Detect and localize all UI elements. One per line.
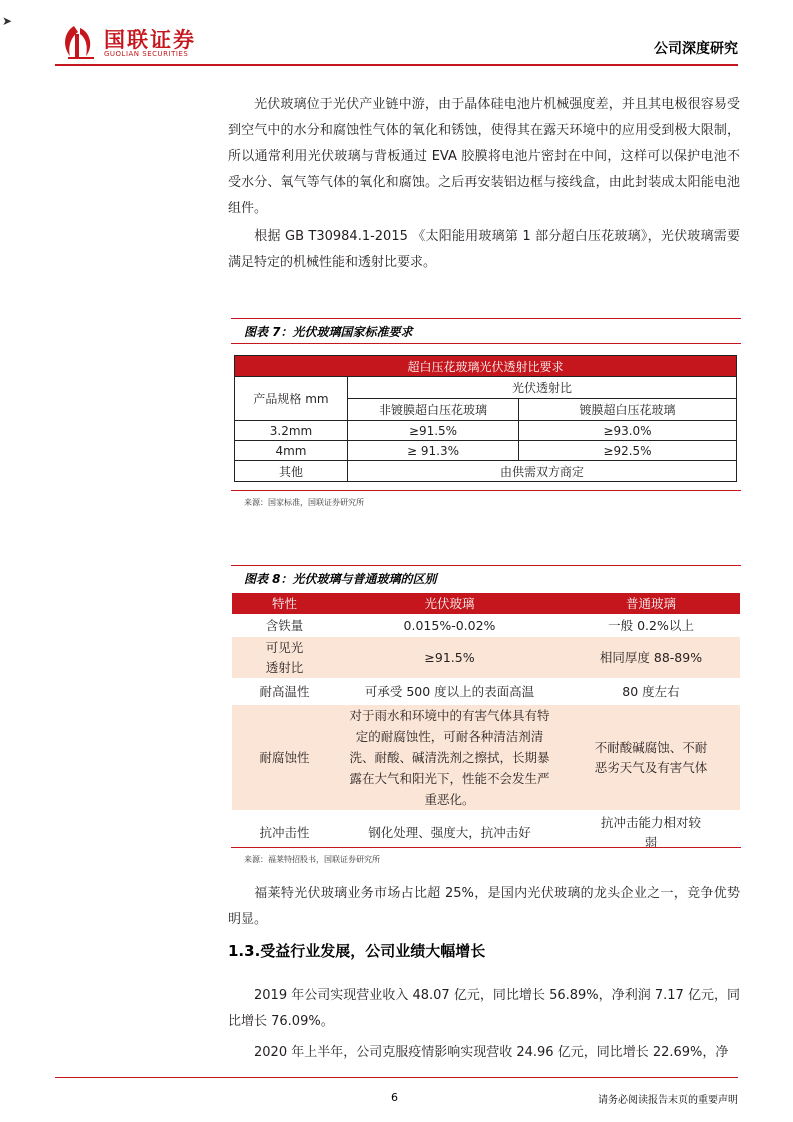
footer-divider bbox=[55, 1077, 738, 1078]
figure7-cell: ≥93.0% bbox=[519, 421, 737, 441]
figure8-table bbox=[232, 593, 740, 855]
table-row bbox=[232, 679, 740, 705]
figure8-cell: 80 度左右 bbox=[622, 683, 680, 699]
figure7-cell: 其他 bbox=[235, 461, 348, 482]
figure7-cell: ≥ 91.3% bbox=[348, 441, 519, 461]
figure7-title: 图表 7：光伏玻璃国家标准要求 bbox=[244, 325, 413, 339]
table-row bbox=[235, 441, 737, 461]
figure8-cell: 耐高温性 bbox=[259, 683, 310, 699]
logo-text-cn: 国联证券 bbox=[104, 28, 196, 52]
paragraph-standard: 根据 GB T30984.1-2015 《太阳能用玻璃第 1 部分超白压花玻璃》，光伏玻璃需要满足特定的机械性能和透射比要求。 bbox=[228, 229, 740, 270]
figure8-source: 来源：福莱特招股书，国联证券研究所 bbox=[244, 855, 380, 864]
figure7-cell: 由供需双方商定 bbox=[348, 461, 737, 482]
figure7-cell: ≥92.5% bbox=[519, 441, 737, 461]
figure8-cell: 对于雨水和环境中的有害气体具有特定的耐腐蚀性，可耐各种清洁剂清洗、耐酸、碱清洗剂之擦拭，长期暴露在大气和阳光下，性能不会发生严重恶化。 bbox=[337, 705, 562, 811]
figure8-title: 图表 8：光伏玻璃与普通玻璃的区别 bbox=[244, 572, 437, 586]
logo-text-en: GUOLIAN SECURITIES bbox=[104, 50, 189, 58]
paragraph-2019-results: 2019 年公司实现营业收入 48.07 亿元，同比增长 56.89%，净利润 7.17 亿元，同比增长 76.09%。 bbox=[228, 988, 740, 1029]
figure8-header: 特性 bbox=[232, 593, 337, 615]
figure7-bottom-rule bbox=[231, 490, 741, 491]
page-number: 6 bbox=[391, 1091, 398, 1104]
figure7-cell: ≥91.5% bbox=[348, 421, 519, 441]
figure8-cell: 可见光透射比 bbox=[232, 637, 337, 679]
figure8-cell: 相同厚度 88-89% bbox=[562, 637, 740, 679]
figure8-cell: ≥91.5% bbox=[337, 637, 562, 679]
header-divider bbox=[55, 64, 738, 66]
table-row bbox=[235, 421, 737, 441]
figure7-top-rule bbox=[231, 318, 741, 319]
paragraph-intro: 光伏玻璃位于光伏产业链中游，由于晶体硅电池片机械强度差，并且其电极很容易受到空气中的水分和腐蚀性气体的氧化和锈蚀，使得其在露天环境中的应用受到极大限制，所以通常利用光伏玻璃与背板通过 EVA 胶膜将电池片密封在中间，这样可以保护电池不受水分、氧气等气体的氧化和腐蚀。之后再安装铝边框与接线盒，由此封装成太阳能电池组件。 bbox=[228, 97, 740, 216]
footer-disclaimer: 请务必阅读报告末页的重要声明 bbox=[598, 1095, 738, 1106]
paragraph-market-share: 福莱特光伏玻璃业务市场占比超 25%，是国内光伏玻璃的龙头企业之一，竞争优势明显。 bbox=[228, 886, 740, 927]
figure7-col-b: 镀膜超白压花玻璃 bbox=[519, 399, 737, 421]
figure8-cell: 抗冲击能力相对较弱 bbox=[600, 814, 701, 850]
figure8-cell: 耐腐蚀性 bbox=[232, 705, 337, 811]
figure8-cell: 0.015%-0.02% bbox=[403, 617, 496, 633]
figure8-cell: 可承受 500 度以上的表面高温 bbox=[364, 683, 535, 699]
figure8-header: 普通玻璃 bbox=[562, 593, 740, 615]
figure8-bottom-rule bbox=[231, 847, 741, 848]
figure8-cell: 抗冲击性 bbox=[259, 824, 310, 840]
table-row bbox=[232, 637, 740, 679]
figure8-cell: 不耐酸碱腐蚀、不耐恶劣天气及有害气体 bbox=[562, 705, 740, 811]
report-type-label: 公司深度研究 bbox=[654, 41, 738, 57]
figure8-cell: 钢化处理、强度大，抗冲击好 bbox=[368, 824, 531, 840]
figure8-header: 光伏玻璃 bbox=[337, 593, 562, 615]
figure7-title-rule bbox=[231, 343, 741, 344]
figure7-table bbox=[234, 355, 737, 482]
figure8-cell: 一般 0.2%以上 bbox=[608, 617, 694, 633]
figure7-col-group: 光伏透射比 bbox=[348, 377, 737, 399]
table-row bbox=[232, 705, 740, 811]
figure7-col-spec: 产品规格 mm bbox=[235, 377, 348, 421]
figure7-table-title: 超白压花玻璃光伏透射比要求 bbox=[235, 356, 737, 377]
figure7-source: 来源：国家标准，国联证券研究所 bbox=[244, 498, 364, 507]
figure7-col-a: 非镀膜超白压花玻璃 bbox=[348, 399, 519, 421]
figure8-cell: 含铁量 bbox=[265, 617, 304, 633]
paragraph-2020-results: 2020 年上半年，公司克服疫情影响实现营收 24.96 亿元，同比增长 22.69%，净 bbox=[254, 1045, 729, 1060]
figure7-cell: 4mm bbox=[235, 441, 348, 461]
figure8-top-rule bbox=[231, 565, 741, 566]
table-row bbox=[235, 461, 737, 482]
figure7-cell: 3.2mm bbox=[235, 421, 348, 441]
corner-arrow-icon: ➤ bbox=[2, 14, 13, 28]
section-heading: 1.3.受益行业发展，公司业绩大幅增长 bbox=[228, 942, 486, 960]
table-row bbox=[232, 615, 740, 637]
